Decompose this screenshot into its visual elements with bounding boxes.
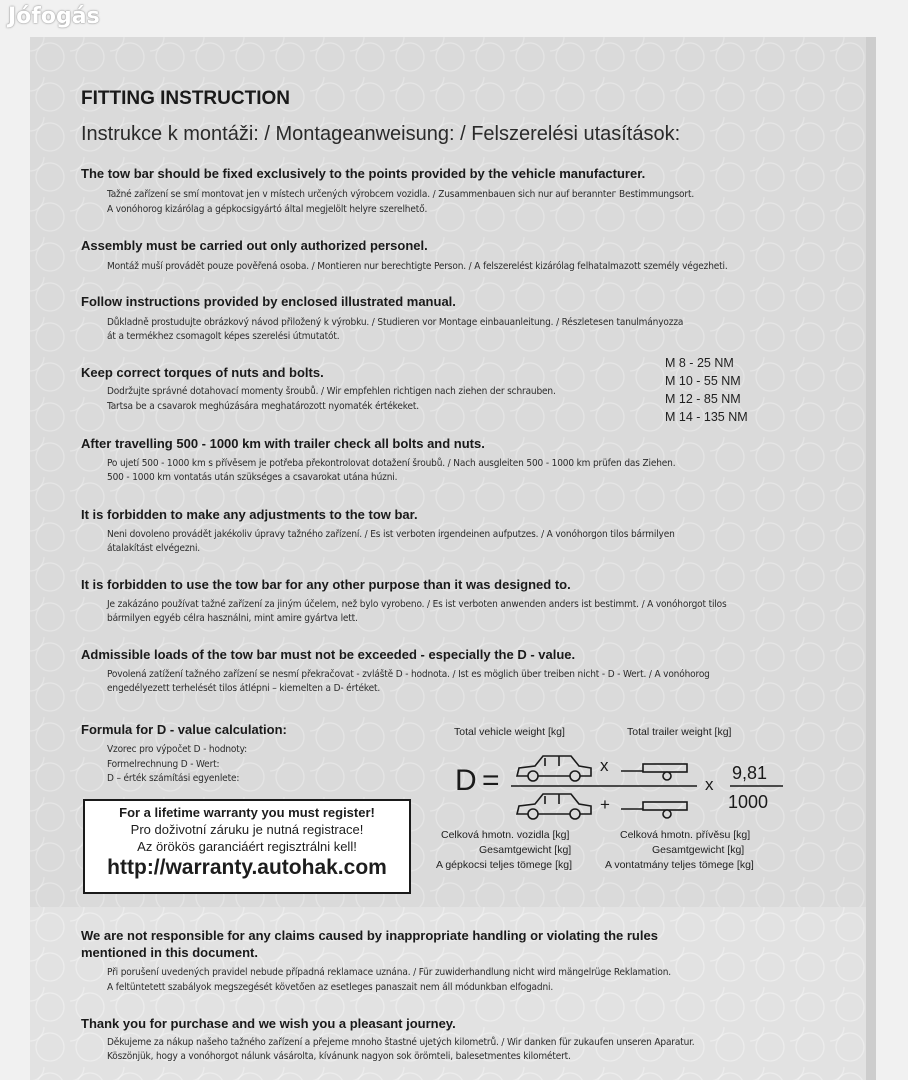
section-text: át a termékhez csomagolt képes szerelési útmutatót. <box>107 331 340 342</box>
section-text: Dodržujte správné dotahovací momenty šroubů. / Wir empfehlen richtigen nach ziehen der schrauben. <box>107 386 556 397</box>
section-heading: Assembly must be carried out only authorized personel. <box>81 238 428 253</box>
trailer-weight-label: Total trailer weight [kg] <box>627 726 732 738</box>
section-text: Povolená zatížení tažného zařízení se nesmí překračovat - zvláště D - hodnota. / Ist es möglich über treiben nicht - D - Wert. / A vonóhorog <box>107 669 710 680</box>
trailer-caption: Gesamtgewicht [kg] <box>652 844 745 856</box>
plus-symbol: + <box>600 795 610 814</box>
formula-text: Formelrechnung D - Wert: <box>107 759 220 770</box>
section-text: engedélyezett terhelését tilos átlépni – kiemelten a D- értéket. <box>107 683 381 694</box>
page-title: FITTING INSTRUCTION <box>81 88 290 109</box>
section-text: A vonóhorog kizárólag a gépkocsigyártó által megjelölt helyre szerelhető. <box>107 204 428 215</box>
section-text: Po ujetí 500 - 1000 km s přívěsem je potřeba překontrolovat dotažení šroubů. / Nach ausgleiten 500 - 1000 km prüfen das Ziehen. <box>107 458 676 469</box>
warranty-line: Az örökös garanciáért regisztrálni kell! <box>137 839 357 854</box>
section-heading: The tow bar should be fixed exclusively to the points provided by the vehicle manufacturer. <box>81 166 646 181</box>
section-text: Tažné zařízení se smí montovat jen v místech určených výrobcem vozidla. / Zusammenbauen sich nur auf beranntег Bestimmungsort. <box>107 189 695 200</box>
d-symbol: D <box>455 764 477 797</box>
disclaimer-text: Při porušení uvedených pravidel nebude případná reklamace uznána. / Für zuwiderhandlung nicht wird mängelrüge Reklamation. <box>107 967 671 978</box>
page-subtitle: Instrukce k montáži: / Montageanweisung: / Felszerelési utasítások: <box>81 123 681 145</box>
warranty-line: For a lifetime warranty you must register! <box>119 805 375 820</box>
car-icon <box>517 756 591 781</box>
denominator: 1000 <box>728 792 769 812</box>
disclaimer-heading: We are not responsible for any claims caused by inappropriate handling or violating the rules <box>81 928 658 943</box>
watermark-logo: Jófogás <box>8 4 100 29</box>
trailer-icon <box>621 764 687 780</box>
car-icon <box>517 794 591 819</box>
section-text: bármilyen egyéb célra használni, mint amire gyártva lett. <box>107 613 358 624</box>
multiply-symbol: x <box>600 756 609 775</box>
section-heading: Keep correct torques of nuts and bolts. <box>81 365 324 380</box>
vehicle-caption: Celková hmotn. vozidla [kg] <box>441 829 570 841</box>
section-text: Je zakázáno používat tažné zařízení za jiným účelem, než bylo vyrobeno. / Es ist verboten anwenden anders ist bestimmt. / A vonóhorgot tilos <box>107 599 727 610</box>
disclaimer-heading: mentioned in this document. <box>81 945 258 960</box>
vehicle-weight-label: Total vehicle weight [kg] <box>454 726 565 738</box>
torque-value: M 10 - 55 NM <box>665 374 741 388</box>
warranty-box <box>83 799 411 894</box>
section-heading: After travelling 500 - 1000 km with trailer check all bolts and nuts. <box>81 436 485 451</box>
section-text: 500 - 1000 km vontatás után szükséges a csavarokat utána húzni. <box>107 472 398 483</box>
disclaimer-text: A feltüntetett szabályok megszegését követően az esetleges panaszait nem áll módunkban elfogadni. <box>107 982 554 993</box>
formula-text: D – érték számítási egyenlete: <box>107 773 240 784</box>
section-heading: It is forbidden to make any adjustments to the tow bar. <box>81 507 418 522</box>
section-text: Tartsa be a csavarok meghúzására meghatározott nyomaték értékeket. <box>107 401 419 412</box>
warranty-url: http://warranty.autohak.com <box>107 856 387 879</box>
trailer-caption: A vontatmány teljes tömege [kg] <box>605 859 754 871</box>
thanks-text: Köszönjük, hogy a vonóhorgot nálunk vásárolta, kívánunk nagyon sok örömteli, balesetmentes kilométert. <box>107 1051 571 1062</box>
section-text: átalakítást elvégezni. <box>107 543 201 554</box>
section-heading: Follow instructions provided by enclosed illustrated manual. <box>81 294 456 309</box>
torque-value: M 14 - 135 NM <box>665 410 748 424</box>
formula-heading: Formula for D - value calculation: <box>81 722 287 737</box>
multiply-symbol: x <box>705 775 714 794</box>
trailer-caption: Celková hmotn. přívěsu [kg] <box>620 829 751 841</box>
section-heading: It is forbidden to use the tow bar for any other purpose than it was designed to. <box>81 577 571 592</box>
vehicle-caption: Gesamtgewicht [kg] <box>479 844 572 856</box>
thanks-heading: Thank you for purchase and we wish you a pleasant journey. <box>81 1016 456 1031</box>
numerator: 9,81 <box>732 763 768 783</box>
section-text: Důkladně prostudujte obrázkový návod přiložený k výrobku. / Studieren vor Montage einbauanleitung. / Részletesen tanulmányozza <box>107 317 684 328</box>
trailer-icon <box>621 802 687 818</box>
formula-diagram <box>505 748 795 826</box>
formula-text: Vzorec pro výpočet D - hodnoty: <box>107 744 247 755</box>
section-heading: Admissible loads of the tow bar must not be exceeded - especially the D - value. <box>81 647 576 662</box>
equals-symbol: = <box>482 764 500 797</box>
vehicle-caption: A gépkocsi teljes tömege [kg] <box>436 859 572 871</box>
paper-edge <box>866 37 876 1080</box>
torque-value: M 8 - 25 NM <box>665 356 734 370</box>
warranty-line: Pro doživotní záruku je nutná registrace! <box>130 822 364 837</box>
section-text: Montáž muší provádět pouze pověřená osoba. / Montieren nur berechtigte Person. / A felszerelést kizárólag felhatalmazott személy végezheti. <box>107 261 728 272</box>
torque-value: M 12 - 85 NM <box>665 392 741 406</box>
section-text: Neni dovoleno provádět jakékoliv úpravy tažného zařízení. / Es ist verboten irgendeinen aufputzes. / A vonóhorgon tilos bármilyen <box>107 529 675 540</box>
thanks-text: Děkujeme za nákup našeho tažného zařízení a přejeme mnoho štastné ujetých kilometrů. / Wir danken für zukaufen unseren Aparatur. <box>107 1037 695 1048</box>
